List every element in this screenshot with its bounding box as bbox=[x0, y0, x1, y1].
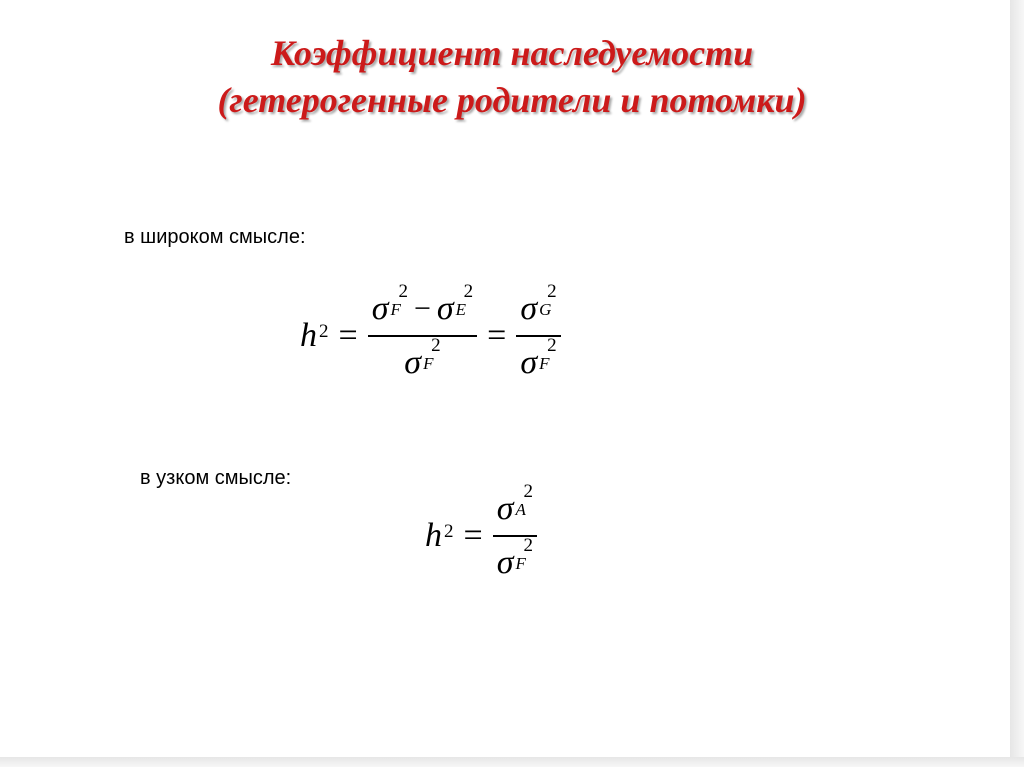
fraction-1-bar bbox=[368, 335, 477, 337]
fraction-1-numerator bbox=[368, 281, 477, 333]
fraction-2-numerator bbox=[516, 281, 560, 333]
fraction-1-denominator bbox=[400, 334, 444, 387]
title-line-1: Коэффициент наследуемости bbox=[270, 33, 754, 73]
fraction-1 bbox=[368, 281, 477, 387]
equals-sign: = bbox=[463, 516, 483, 554]
equals-sign: = bbox=[487, 316, 507, 354]
sigma-e-squared: σ 2 E bbox=[436, 281, 474, 327]
fraction-2 bbox=[516, 281, 560, 387]
fraction-narrow bbox=[493, 481, 537, 587]
broad-sense-formula bbox=[300, 281, 561, 387]
sigma-a-squared: σ 2 A bbox=[496, 481, 533, 527]
narrow-sense-label: в узком смысле: bbox=[140, 467, 292, 489]
broad-sense-label: в широком смысле: bbox=[124, 226, 306, 248]
formula-h-exponent: 2 bbox=[444, 520, 454, 542]
title-line-2: (гетерогенные родители и потомки) bbox=[217, 80, 807, 120]
equals-sign: = bbox=[338, 316, 358, 354]
formula-h: h bbox=[300, 316, 317, 354]
fraction-narrow-numerator bbox=[493, 481, 537, 533]
formula-h: h bbox=[425, 516, 442, 554]
sigma-g-squared: σ 2 G bbox=[520, 281, 557, 327]
slide-edge-bottom bbox=[0, 757, 1024, 767]
sigma-f-squared: σ 2 F bbox=[371, 281, 408, 327]
formula-h-exponent: 2 bbox=[319, 320, 329, 342]
sigma-f-squared: σ 2 F bbox=[496, 534, 533, 581]
sigma-f-squared: σ 2 F bbox=[404, 334, 441, 381]
fraction-2-denominator bbox=[516, 334, 560, 387]
fraction-narrow-denominator bbox=[493, 534, 537, 587]
sigma-f-squared: σ 2 F bbox=[520, 334, 557, 381]
narrow-sense-formula bbox=[425, 481, 537, 587]
slide-title bbox=[0, 30, 1024, 124]
minus-sign: − bbox=[413, 292, 431, 325]
